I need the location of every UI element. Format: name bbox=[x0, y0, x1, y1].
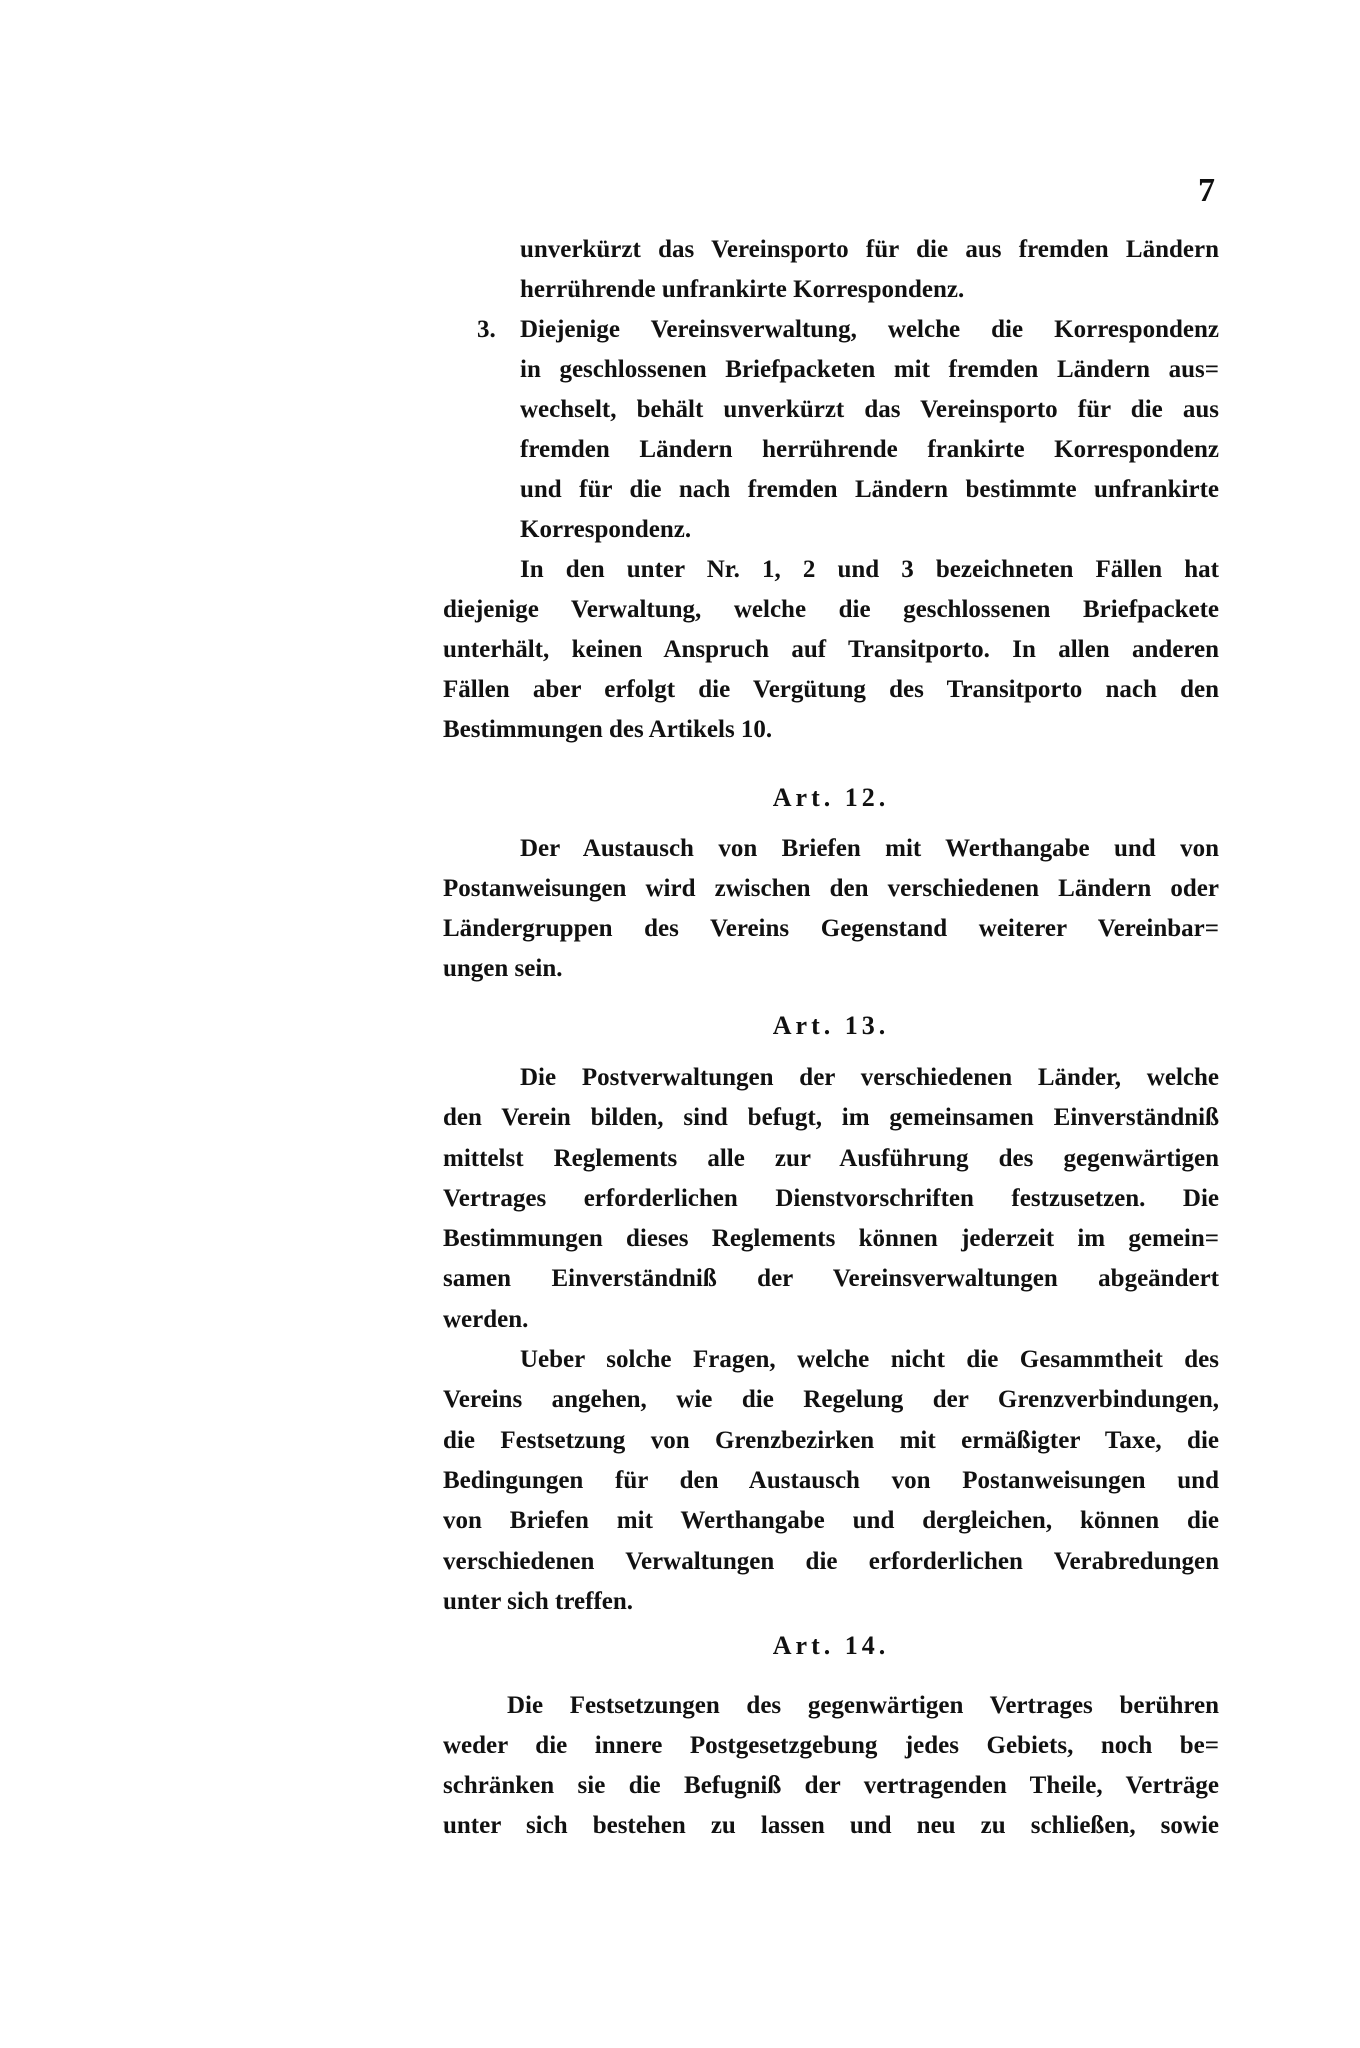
text-line: Fällen aber erfolgt die Vergütung des Transitporto nach den bbox=[443, 676, 1219, 703]
text-line: diejenige Verwaltung, welche die geschlossenen Briefpackete bbox=[443, 596, 1219, 623]
text-line: Die Postverwaltungen der verschiedenen Länder, welche bbox=[520, 1064, 1219, 1091]
text-line: samen Einverständniß der Vereinsverwaltungen abgeändert bbox=[443, 1265, 1219, 1293]
text-line: Ländergruppen des Vereins Gegenstand weiterer Vereinbar= bbox=[443, 915, 1219, 942]
text-line: unverkürzt das Vereinsporto für die aus fremden Ländern bbox=[520, 236, 1219, 263]
text-line: unterhält, keinen Anspruch auf Transitporto. In allen anderen bbox=[443, 636, 1219, 663]
text-line: und für die nach fremden Ländern bestimmte unfrankirte bbox=[520, 476, 1219, 503]
text-line: Ueber solche Fragen, welche nicht die Gesammtheit des bbox=[520, 1346, 1219, 1374]
paragraph bbox=[443, 829, 1219, 989]
text-line: unter sich treffen. bbox=[443, 1587, 634, 1615]
text-line: Bedingungen für den Austausch von Postanweisungen und bbox=[443, 1466, 1219, 1494]
text-line: Bestimmungen dieses Reglements können jederzeit im gemein= bbox=[443, 1225, 1219, 1253]
text-line: Der Austausch von Briefen mit Werthangabe und von bbox=[520, 835, 1219, 862]
text-line: den Verein bilden, sind befugt, im gemeinsamen Einverständniß bbox=[443, 1104, 1219, 1132]
article-12-body bbox=[443, 829, 1219, 989]
text-line: die Festsetzung von Grenzbezirken mit ermäßigter Taxe, die bbox=[443, 1426, 1219, 1454]
paragraph bbox=[443, 1340, 1219, 1622]
text-line: wechselt, behält unverkürzt das Vereinsporto für die aus bbox=[520, 396, 1219, 423]
article-13-body bbox=[443, 1058, 1219, 1622]
text-line: werden. bbox=[443, 1305, 529, 1333]
article-14-body bbox=[443, 1686, 1219, 1846]
paragraph bbox=[443, 1058, 1219, 1340]
page-number: 7 bbox=[1198, 172, 1215, 209]
text-line: fremden Ländern herrührende frankirte Korrespondenz bbox=[520, 436, 1219, 463]
text-line: Diejenige Vereinsverwaltung, welche die Korrespondenz bbox=[520, 316, 1219, 343]
text-line: ungen sein. bbox=[443, 955, 563, 982]
text-line: unter sich bestehen zu lassen und neu zu schließen, sowie bbox=[443, 1812, 1219, 1839]
article-13-heading: Art. 13. bbox=[772, 1011, 890, 1040]
text-line: Vereins angehen, wie die Regelung der Grenzverbindungen, bbox=[443, 1386, 1219, 1414]
text-line: Die Festsetzungen des gegenwärtigen Vertrages berühren bbox=[507, 1692, 1219, 1719]
item-2-continuation bbox=[520, 230, 1219, 310]
text-line: Postanweisungen wird zwischen den verschiedenen Ländern oder bbox=[443, 875, 1219, 902]
text-line: schränken sie die Befugniß der vertragenden Theile, Verträge bbox=[443, 1772, 1219, 1799]
paragraph-transit bbox=[443, 550, 1219, 750]
item-3 bbox=[477, 310, 1219, 550]
paragraph bbox=[443, 1686, 1219, 1846]
text-line: verschiedenen Verwaltungen die erforderlichen Verabredungen bbox=[443, 1547, 1219, 1575]
text-line: weder die innere Postgesetzgebung jedes Gebiets, noch be= bbox=[443, 1732, 1219, 1759]
article-14-heading: Art. 14. bbox=[772, 1631, 890, 1660]
text-line: mittelst Reglements alle zur Ausführung des gegenwärtigen bbox=[443, 1144, 1219, 1172]
text-line: in geschlossenen Briefpacketen mit fremden Ländern aus= bbox=[520, 356, 1219, 383]
text-line: von Briefen mit Werthangabe und dergleichen, können die bbox=[443, 1507, 1219, 1535]
article-12-heading: Art. 12. bbox=[772, 783, 890, 812]
item-number: 3. bbox=[477, 316, 496, 343]
text-line: Vertrages erforderlichen Dienstvorschriften festzusetzen. Die bbox=[443, 1184, 1219, 1212]
section-continuation bbox=[443, 230, 1219, 750]
text-line: In den unter Nr. 1, 2 und 3 bezeichneten Fällen hat bbox=[520, 556, 1219, 583]
text-line: Korrespondenz. bbox=[520, 516, 692, 543]
text-line: Bestimmungen des Artikels 10. bbox=[443, 716, 773, 743]
text-line: herrührende unfrankirte Korrespondenz. bbox=[520, 276, 965, 303]
